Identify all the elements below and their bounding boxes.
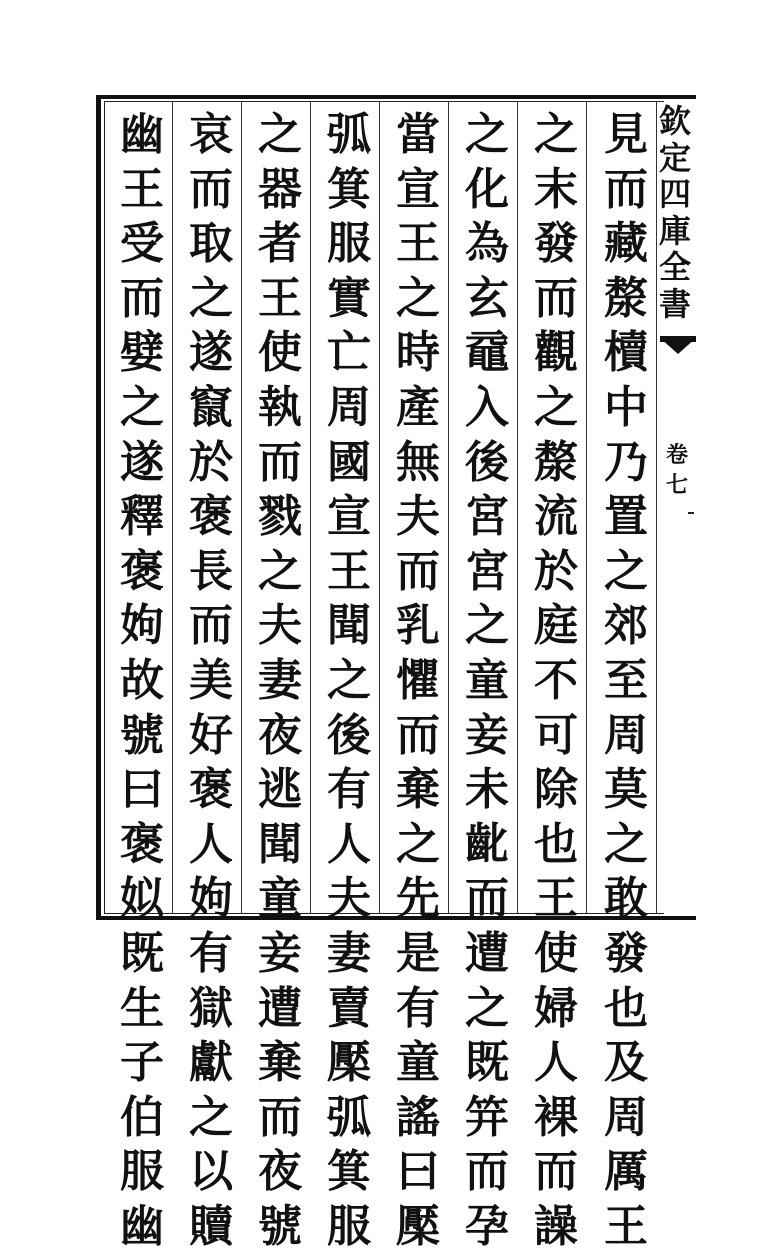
glyph: 之 <box>534 381 578 433</box>
glyph: 王 <box>327 545 371 597</box>
glyph: 宮 <box>465 545 509 597</box>
column-rule <box>310 101 311 914</box>
glyph: 以 <box>189 1146 233 1198</box>
glyph: 者 <box>258 218 302 270</box>
glyph: 宣 <box>396 163 440 215</box>
glyph: 遂 <box>189 327 233 379</box>
glyph: 褒 <box>120 818 164 870</box>
glyph: 生 <box>120 982 164 1034</box>
glyph: 弧 <box>327 1091 371 1143</box>
glyph: 檿 <box>327 1037 371 1089</box>
glyph: 褒 <box>189 764 233 816</box>
glyph: 王 <box>396 218 440 270</box>
book-title <box>657 103 693 322</box>
glyph: 子 <box>120 1037 164 1089</box>
glyph: 之 <box>604 818 648 870</box>
glyph: 而 <box>120 272 164 324</box>
glyph: 當 <box>396 109 440 160</box>
glyph: 後 <box>465 436 509 488</box>
volume-glyph: 七 <box>665 472 688 498</box>
glyph: 謠 <box>396 1091 440 1143</box>
glyph: 箕 <box>327 1146 371 1198</box>
glyph: 妻 <box>327 927 371 979</box>
glyph: 莫 <box>604 764 648 816</box>
glyph: 釋 <box>120 491 164 543</box>
title-glyph: 四 <box>658 175 691 213</box>
glyph: 遭 <box>465 927 509 979</box>
glyph: 夫 <box>327 873 371 925</box>
glyph: 服 <box>327 218 371 270</box>
glyph: 弧 <box>327 109 371 160</box>
glyph: 有 <box>189 927 233 979</box>
glyph: 王 <box>120 163 164 215</box>
text-column-6 <box>254 108 306 1252</box>
glyph: 美 <box>189 654 233 706</box>
glyph: 流 <box>534 491 578 543</box>
title-glyph: 欽 <box>658 102 691 140</box>
glyph: 長 <box>189 545 233 597</box>
volume-label <box>660 440 694 500</box>
column-rule <box>379 101 380 914</box>
glyph: 產 <box>396 381 440 433</box>
glyph: 宣 <box>327 491 371 543</box>
glyph: 乳 <box>396 600 440 652</box>
glyph: 之 <box>396 272 440 324</box>
glyph: 厲 <box>604 1146 648 1198</box>
glyph: 漦 <box>534 436 578 488</box>
glyph: 姁 <box>120 600 164 652</box>
glyph: 童 <box>465 654 509 706</box>
glyph: 先 <box>396 873 440 925</box>
glyph: 末 <box>534 163 578 215</box>
glyph: 而 <box>258 436 302 488</box>
glyph: 國 <box>327 436 371 488</box>
glyph: 之 <box>327 654 371 706</box>
glyph: 及 <box>604 1037 648 1089</box>
glyph: 王 <box>604 1200 648 1252</box>
text-column-3 <box>461 108 513 1252</box>
glyph: 乃 <box>604 436 648 488</box>
glyph: 妾 <box>465 709 509 761</box>
glyph: 譟 <box>534 1200 578 1252</box>
glyph: 櫝 <box>604 327 648 379</box>
glyph: 而 <box>465 873 509 925</box>
glyph: 夜 <box>258 1146 302 1198</box>
glyph: 除 <box>534 764 578 816</box>
glyph: 敢 <box>604 873 648 925</box>
glyph: 裸 <box>534 1091 578 1143</box>
text-column-1 <box>600 108 652 1252</box>
glyph: 而 <box>604 163 648 215</box>
glyph: 懼 <box>396 654 440 706</box>
glyph: 童 <box>258 873 302 925</box>
glyph: 入 <box>465 381 509 433</box>
glyph: 曰 <box>120 764 164 816</box>
glyph: 有 <box>396 982 440 1034</box>
glyph: 箕 <box>327 163 371 215</box>
glyph: 服 <box>327 1200 371 1252</box>
glyph: 棄 <box>396 764 440 816</box>
glyph: 宮 <box>465 491 509 543</box>
glyph: 可 <box>534 709 578 761</box>
glyph: 故 <box>120 654 164 706</box>
glyph: 聞 <box>258 818 302 870</box>
glyph: 器 <box>258 163 302 215</box>
glyph: 執 <box>258 381 302 433</box>
glyph: 之 <box>604 545 648 597</box>
glyph: 贖 <box>189 1200 233 1252</box>
glyph: 郊 <box>604 600 648 652</box>
glyph: 獄 <box>189 982 233 1034</box>
glyph: 周 <box>604 709 648 761</box>
glyph: 於 <box>189 436 233 488</box>
column-rule <box>172 101 173 914</box>
fish-tail-icon <box>660 338 696 354</box>
glyph: 人 <box>189 818 233 870</box>
glyph: 而 <box>534 272 578 324</box>
glyph: 周 <box>327 381 371 433</box>
glyph: 未 <box>465 764 509 816</box>
glyph: 見 <box>604 109 648 160</box>
glyph: 藏 <box>604 218 648 270</box>
glyph: 而 <box>465 1146 509 1198</box>
glyph: 而 <box>189 163 233 215</box>
glyph: 齔 <box>465 818 509 870</box>
glyph: 也 <box>604 982 648 1034</box>
glyph: 而 <box>396 545 440 597</box>
glyph: 之 <box>189 272 233 324</box>
glyph: 之 <box>534 109 578 160</box>
glyph: 之 <box>258 545 302 597</box>
glyph: 而 <box>534 1146 578 1198</box>
glyph: 使 <box>534 927 578 979</box>
glyph: 號 <box>258 1200 302 1252</box>
glyph: 至 <box>604 654 648 706</box>
glyph: 無 <box>396 436 440 488</box>
glyph: 遂 <box>120 436 164 488</box>
glyph: 中 <box>604 381 648 433</box>
glyph: 妾 <box>258 927 302 979</box>
glyph: 婦 <box>534 982 578 1034</box>
column-rule <box>448 101 449 914</box>
glyph: 童 <box>396 1037 440 1089</box>
glyph: 曰 <box>396 1146 440 1198</box>
glyph: 受 <box>120 218 164 270</box>
text-column-8 <box>116 108 168 1252</box>
glyph: 嬖 <box>120 327 164 379</box>
title-glyph: 書 <box>658 284 691 323</box>
title-glyph: 全 <box>658 248 691 286</box>
glyph: 孕 <box>465 1200 509 1252</box>
glyph: 獻 <box>189 1037 233 1089</box>
glyph: 遭 <box>258 982 302 1034</box>
glyph: 號 <box>120 709 164 761</box>
volume-glyph: 卷 <box>665 442 688 468</box>
glyph: 笄 <box>465 1091 509 1143</box>
glyph: 而 <box>258 1091 302 1143</box>
glyph: 妻 <box>258 654 302 706</box>
glyph: 好 <box>189 709 233 761</box>
glyph: 使 <box>258 327 302 379</box>
glyph: 之 <box>120 381 164 433</box>
glyph: 黿 <box>465 327 509 379</box>
glyph: 既 <box>120 927 164 979</box>
edge-mark <box>688 512 694 514</box>
title-glyph: 庫 <box>658 211 691 250</box>
glyph: 於 <box>534 545 578 597</box>
glyph: 王 <box>534 873 578 925</box>
glyph: 時 <box>396 327 440 379</box>
column-rule <box>586 101 587 914</box>
text-column-5 <box>323 108 375 1252</box>
glyph: 姁 <box>189 873 233 925</box>
glyph: 庭 <box>534 600 578 652</box>
glyph: 為 <box>465 218 509 270</box>
glyph: 漦 <box>604 272 648 324</box>
glyph: 之 <box>189 1091 233 1143</box>
glyph: 夫 <box>258 600 302 652</box>
text-column-7 <box>185 108 237 1252</box>
glyph: 檿 <box>396 1200 440 1252</box>
glyph: 戮 <box>258 491 302 543</box>
glyph: 後 <box>327 709 371 761</box>
column-rule <box>517 101 518 914</box>
glyph: 是 <box>396 927 440 979</box>
glyph: 玄 <box>465 272 509 324</box>
glyph: 逃 <box>258 764 302 816</box>
glyph: 竄 <box>189 381 233 433</box>
title-glyph: 定 <box>658 138 691 177</box>
glyph: 夫 <box>396 491 440 543</box>
glyph: 服 <box>120 1146 164 1198</box>
glyph: 之 <box>465 109 509 160</box>
glyph: 王 <box>258 272 302 324</box>
glyph: 之 <box>258 109 302 160</box>
glyph: 之 <box>465 982 509 1034</box>
glyph: 褒 <box>189 491 233 543</box>
glyph: 不 <box>534 654 578 706</box>
text-column-4 <box>392 108 444 1252</box>
glyph: 之 <box>465 600 509 652</box>
glyph: 姒 <box>120 873 164 925</box>
glyph: 有 <box>327 764 371 816</box>
glyph: 哀 <box>189 109 233 160</box>
glyph: 也 <box>534 818 578 870</box>
glyph: 取 <box>189 218 233 270</box>
glyph: 褒 <box>120 545 164 597</box>
glyph: 化 <box>465 163 509 215</box>
glyph: 伯 <box>120 1091 164 1143</box>
text-column-2 <box>530 108 582 1252</box>
glyph: 夜 <box>258 709 302 761</box>
glyph: 亡 <box>327 327 371 379</box>
glyph: 而 <box>396 709 440 761</box>
glyph: 置 <box>604 491 648 543</box>
glyph: 發 <box>534 218 578 270</box>
glyph: 發 <box>604 927 648 979</box>
glyph: 而 <box>189 600 233 652</box>
column-rule <box>241 101 242 914</box>
glyph: 人 <box>534 1037 578 1089</box>
glyph: 棄 <box>258 1037 302 1089</box>
glyph: 聞 <box>327 600 371 652</box>
glyph: 既 <box>465 1037 509 1089</box>
glyph: 之 <box>396 818 440 870</box>
glyph: 賣 <box>327 982 371 1034</box>
glyph: 周 <box>604 1091 648 1143</box>
glyph: 觀 <box>534 327 578 379</box>
glyph: 人 <box>327 818 371 870</box>
glyph: 幽 <box>120 109 164 160</box>
glyph: 幽 <box>120 1200 164 1252</box>
glyph: 實 <box>327 272 371 324</box>
